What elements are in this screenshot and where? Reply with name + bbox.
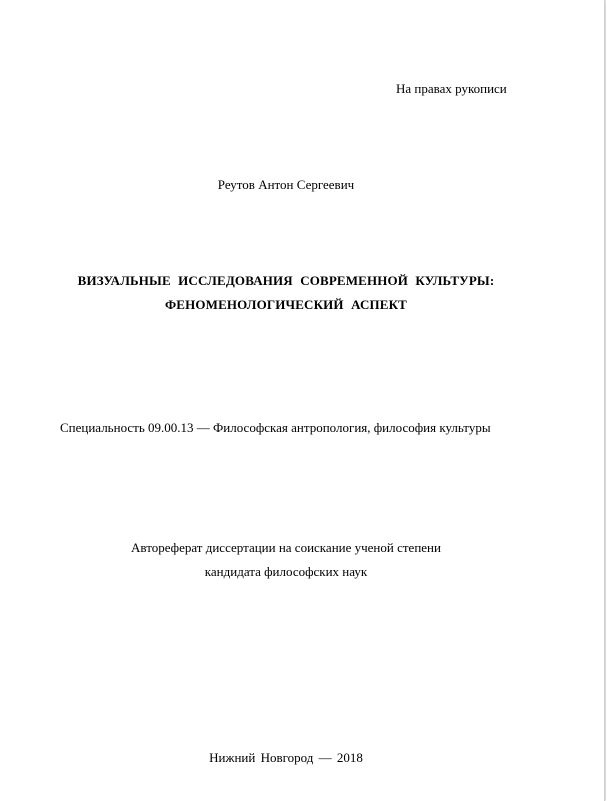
dissertation-title-line-2: ФЕНОМЕНОЛОГИЧЕСКИЙ АСПЕКТ (164, 297, 408, 312)
viewer-gutter (606, 0, 611, 801)
place-and-year: Нижний Новгород — 2018 (209, 750, 363, 765)
dissertation-title-line-1: ВИЗУАЛЬНЫЕ ИССЛЕДОВАНИЯ СОВРЕМЕННОЙ КУЛЬТУРЫ: (77, 273, 495, 288)
abstract-description-line-2: кандидата философских наук (204, 564, 368, 579)
abstract-description-line-1: Автореферат диссертации на соискание ученой степени (131, 540, 441, 555)
rights-note: На правах рукописи (396, 81, 507, 96)
author-name: Реутов Антон Сергеевич (217, 177, 355, 192)
specialty-line: Специальность 09.00.13 — Философская антропология, философия культуры (60, 420, 491, 435)
